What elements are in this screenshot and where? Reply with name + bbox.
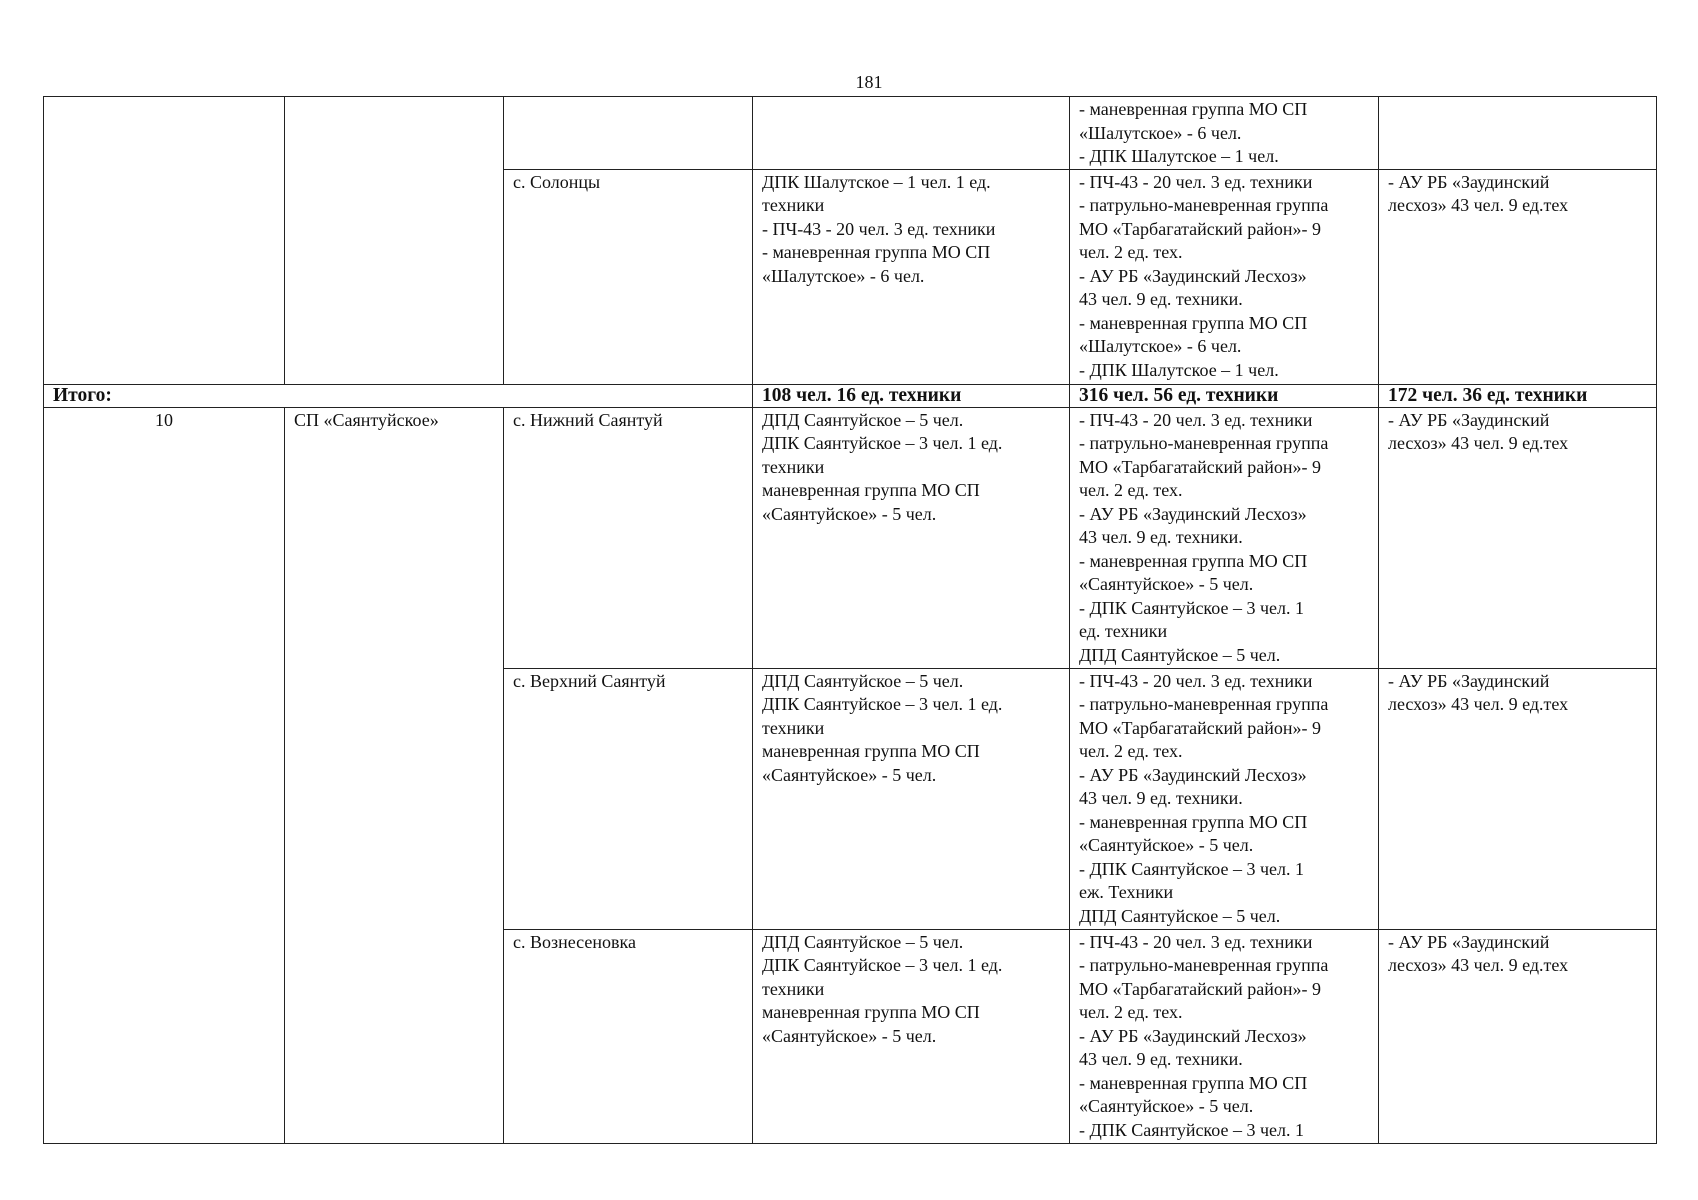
cell-line: 43 чел. 9 ед. техники. (1079, 788, 1243, 808)
reserve-forces-cell (1379, 169, 1657, 384)
cell-line: - маневренная группа МО СП (1079, 811, 1308, 832)
total-reserve: 172 чел. 36 ед. техники (1379, 384, 1657, 407)
cell-line: - АУ РБ «Заудинский (1388, 409, 1550, 430)
cell-line: чел. 2 ед. тех. (1079, 741, 1183, 761)
local-forces-cell (753, 929, 1070, 1143)
local-forces-cell (753, 169, 1070, 384)
cell-line: «Саянтуйское» - 5 чел. (1079, 1096, 1254, 1116)
cell-line: «Саянтуйское» - 5 чел. (1079, 835, 1254, 855)
total-local: 108 чел. 16 ед. техники (753, 384, 1070, 407)
settlement-cell: с. Нижний Саянтуй (504, 407, 753, 668)
additional-forces-cell (1070, 407, 1379, 668)
local-forces-cell (753, 97, 1070, 170)
cell-line: - патрульно-маневренная группа (1079, 955, 1329, 975)
total-row (44, 384, 1657, 407)
cell-line: техники (762, 717, 825, 738)
cell-line: - ДПК Саянтуйское – 3 чел. 1 (1079, 1119, 1304, 1140)
table-row (44, 407, 1657, 668)
total-additional: 316 чел. 56 ед. техники (1070, 384, 1379, 407)
cell-line: - ПЧ-43 - 20 чел. 3 ед. техники (1079, 670, 1313, 691)
cell-line: чел. 2 ед. тех. (1079, 242, 1183, 262)
cell-line: МО «Тарбагатайский район»- 9 (1079, 717, 1322, 738)
cell-line: ДПК Шалутское – 1 чел. 1 ед. (762, 171, 991, 192)
cell-line: лесхоз» 43 чел. 9 ед.тех (1388, 955, 1569, 975)
number-cell (44, 97, 285, 385)
page-number: 181 (855, 72, 883, 92)
cell-line: ДПД Саянтуйское – 5 чел. (1079, 905, 1281, 926)
cell-line: - ПЧ-43 - 20 чел. 3 ед. техники (762, 218, 996, 239)
cell-line: - АУ РБ «Заудинский (1388, 171, 1550, 192)
cell-line: маневренная группа МО СП (762, 480, 980, 500)
cell-line: 43 чел. 9 ед. техники. (1079, 289, 1243, 309)
cell-line: - патрульно-маневренная группа (1079, 433, 1329, 453)
cell-line: ДПК Саянтуйское – 3 чел. 1 ед. (762, 433, 1003, 453)
reserve-forces-cell (1379, 668, 1657, 929)
cell-line: - АУ РБ «Заудинский (1388, 670, 1550, 691)
reserve-forces-cell (1379, 97, 1657, 170)
cell-line: «Шалутское» - 6 чел. (762, 265, 925, 286)
settlement-cell: с. Солонцы (504, 169, 753, 384)
cell-line: техники (762, 978, 825, 999)
cell-line: - патрульно-маневренная группа (1079, 694, 1329, 714)
additional-forces-cell (1070, 929, 1379, 1143)
cell-line: МО «Тарбагатайский район»- 9 (1079, 978, 1322, 999)
reserve-forces-cell (1379, 929, 1657, 1143)
settlement-cell: с. Верхний Саянтуй (504, 668, 753, 929)
cell-line: - АУ РБ «Заудинский (1388, 931, 1550, 952)
cell-line: 43 чел. 9 ед. техники. (1079, 527, 1243, 547)
cell-line: еж. Техники (1079, 882, 1174, 902)
cell-line: - маневренная группа МО СП (1079, 1072, 1308, 1093)
additional-forces-cell (1070, 169, 1379, 384)
cell-line: 43 чел. 9 ед. техники. (1079, 1049, 1243, 1069)
cell-line: ед. техники (1079, 621, 1168, 641)
cell-line: - маневренная группа МО СП (1079, 99, 1308, 119)
cell-line: ДПД Саянтуйское – 5 чел. (1079, 644, 1281, 665)
municipality-cell (285, 97, 504, 385)
local-forces-cell (753, 407, 1070, 668)
cell-line: - маневренная группа МО СП (762, 242, 991, 262)
cell-line: - ПЧ-43 - 20 чел. 3 ед. техники (1079, 931, 1313, 952)
cell-line: - патрульно-маневренная группа (1079, 195, 1329, 215)
cell-line: ДПК Саянтуйское – 3 чел. 1 ед. (762, 694, 1003, 714)
cell-line: МО «Тарбагатайский район»- 9 (1079, 218, 1322, 239)
cell-line: - ДПК Саянтуйское – 3 чел. 1 (1079, 597, 1304, 618)
municipality-cell: СП «Саянтуйское» (285, 407, 504, 1143)
cell-line: лесхоз» 43 чел. 9 ед.тех (1388, 433, 1569, 453)
cell-line: - ПЧ-43 - 20 чел. 3 ед. техники (1079, 171, 1313, 192)
cell-line: «Шалутское» - 6 чел. (1079, 122, 1242, 143)
cell-line: ДПК Саянтуйское – 3 чел. 1 ед. (762, 955, 1003, 975)
cell-line: «Шалутское» - 6 чел. (1079, 336, 1242, 356)
cell-line: - маневренная группа МО СП (1079, 550, 1308, 571)
additional-forces-cell (1070, 97, 1379, 170)
cell-line: маневренная группа МО СП (762, 1002, 980, 1022)
local-forces-cell (753, 668, 1070, 929)
settlement-cell (504, 97, 753, 170)
cell-line: - ДПК Саянтуйское – 3 чел. 1 (1079, 858, 1304, 879)
cell-line: - АУ РБ «Заудинский Лесхоз» (1079, 1025, 1307, 1046)
number-cell: 10 (44, 407, 285, 1143)
cell-line: ДПД Саянтуйское – 5 чел. (762, 931, 964, 952)
cell-line: лесхоз» 43 чел. 9 ед.тех (1388, 694, 1569, 714)
table-row (44, 97, 1657, 170)
cell-line: «Саянтуйское» - 5 чел. (762, 1025, 937, 1046)
cell-line: техники (762, 195, 825, 215)
cell-line: маневренная группа МО СП (762, 741, 980, 761)
reserve-forces-cell (1379, 407, 1657, 668)
cell-line: - ДПК Шалутское – 1 чел. (1079, 146, 1279, 166)
cell-line: ДПД Саянтуйское – 5 чел. (762, 409, 964, 430)
cell-line: чел. 2 ед. тех. (1079, 480, 1183, 500)
cell-line: - ПЧ-43 - 20 чел. 3 ед. техники (1079, 409, 1313, 430)
cell-line: - ДПК Шалутское – 1 чел. (1079, 359, 1279, 380)
forces-table (43, 96, 1657, 1144)
cell-line: «Саянтуйское» - 5 чел. (762, 503, 937, 524)
total-label: Итого: (44, 384, 753, 407)
cell-line: - АУ РБ «Заудинский Лесхоз» (1079, 265, 1307, 286)
cell-line: - АУ РБ «Заудинский Лесхоз» (1079, 503, 1307, 524)
cell-line: чел. 2 ед. тех. (1079, 1002, 1183, 1022)
cell-line: МО «Тарбагатайский район»- 9 (1079, 456, 1322, 477)
settlement-cell: с. Вознесеновка (504, 929, 753, 1143)
cell-line: лесхоз» 43 чел. 9 ед.тех (1388, 195, 1569, 215)
cell-line: ДПД Саянтуйское – 5 чел. (762, 670, 964, 691)
cell-line: «Саянтуйское» - 5 чел. (762, 764, 937, 785)
cell-line: - АУ РБ «Заудинский Лесхоз» (1079, 764, 1307, 785)
additional-forces-cell (1070, 668, 1379, 929)
cell-line: техники (762, 456, 825, 477)
cell-line: «Саянтуйское» - 5 чел. (1079, 574, 1254, 594)
cell-line: - маневренная группа МО СП (1079, 312, 1308, 333)
